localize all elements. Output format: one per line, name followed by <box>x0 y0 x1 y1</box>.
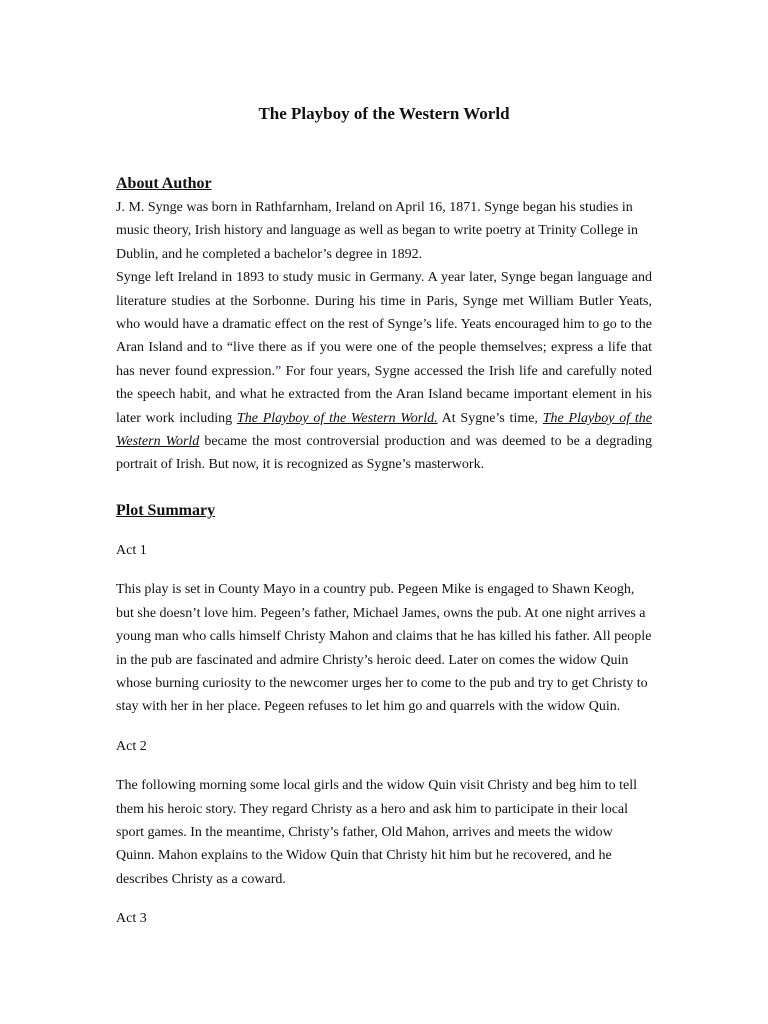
about-paragraph-2-text-c: At Sygne’s time, <box>437 410 543 426</box>
act-1-label: Act 1 <box>116 542 147 558</box>
page-title: The Playboy of the Western World <box>258 104 510 123</box>
closing-quote-mark: ” <box>275 363 282 379</box>
about-paragraph-2-text-a: Synge left Ireland in 1893 to study music in Germany. A year later, Synge began language and literature studies at the Sorbonne. During his time in Paris, Synge met William Butler Yeats, who would have a dramatic effect on the rest of Synge’s life. Yeats encouraged him to go to the Aran Island and to “live there as if you were one of the people themselves; express a life that has never found expression. <box>116 270 652 379</box>
act-2-label: Act 2 <box>116 738 147 754</box>
plot-summary-heading: Plot Summary <box>116 501 216 519</box>
document-page <box>116 100 652 947</box>
act-2-summary: The following morning some local girls and the widow Quin visit Christy and beg him to tell them his heroic story. They regard Christy as a hero and ask him to participate in their local sport games. In the meantime, Christy’s father, Old Mahon, arrives and meets the widow Quinn. Mahon explains to the Widow Quin that Christy hit him but he recovered, and he describes Christy as a coward. <box>116 778 638 887</box>
about-paragraph-2-text-d: became the most controversial production and was deemed to be a degrading portrait of Irish. But now, it is recognized as Sygne’s masterwork. <box>116 434 652 473</box>
play-title-reference: The Playboy of the Western World <box>116 410 652 450</box>
about-paragraph-2-text-b: For four years, Sygne accessed the Irish life and carefully noted the speech habit, and what he extracted from the Aran Island became important element in his later work including <box>116 363 652 426</box>
play-title-reference: The Playboy of the Western World. <box>236 410 438 426</box>
about-paragraph-2 <box>116 266 652 477</box>
act-1-summary: This play is set in County Mayo in a country pub. Pegeen Mike is engaged to Shawn Keogh, but she doesn’t love him. Pegeen’s father, Michael James, owns the pub. At one night arrives a young man who calls himself Christy Mahon and claims that he has killed his father. All people in the pub are fascinated and admire Christy’s heroic deed. Later on comes the widow Quin whose burning curiosity to the newcomer urges her to come to the pub and try to get Christy to stay with her in her place. Pegeen refuses to let him go and quarrels with the widow Quin. <box>116 582 652 715</box>
act-3-label: Act 3 <box>116 911 147 927</box>
about-author-heading: About Author <box>116 175 212 192</box>
about-paragraph-1: J. M. Synge was born in Rathfarnham, Ireland on April 16, 1871. Synge began his studies in music theory, Irish history and language as well as began to write poetry at Trinity College in Dublin, and he completed a bachelor’s degree in 1892. <box>116 200 639 262</box>
